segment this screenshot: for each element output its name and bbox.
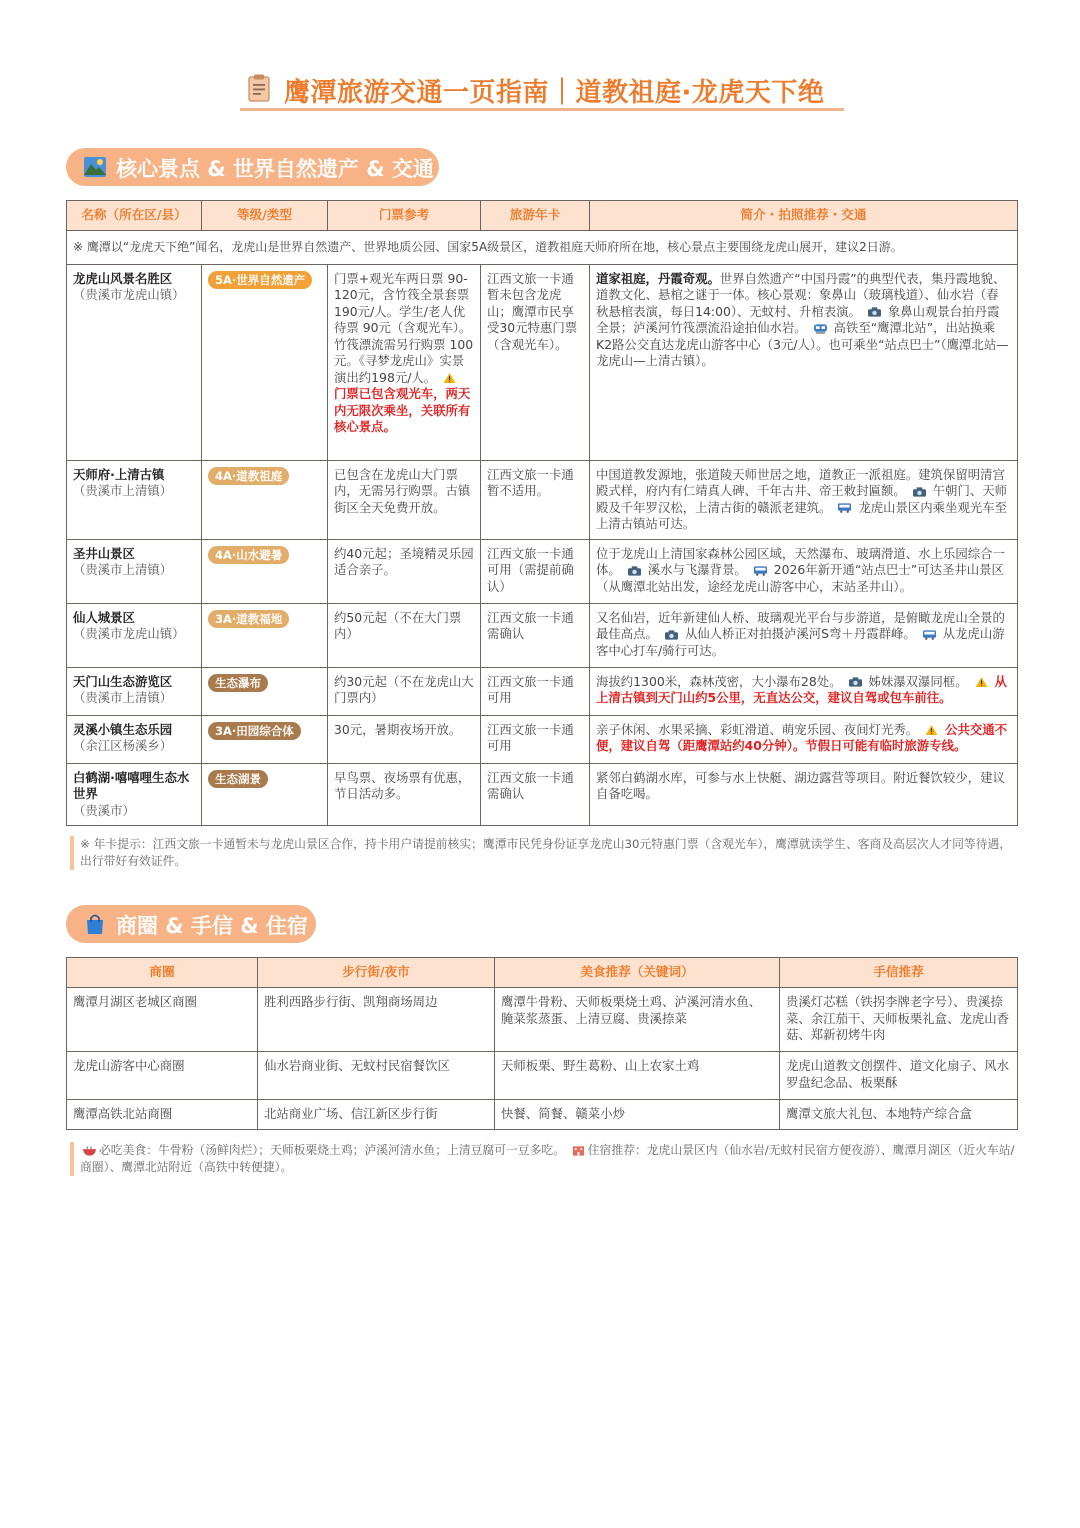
level-cell <box>202 460 328 539</box>
intro-row <box>67 231 1018 265</box>
column-header: 名称（所在区/县） <box>67 201 202 231</box>
clipboard-icon <box>248 74 270 102</box>
attraction-name: 仙人城景区 <box>73 609 135 625</box>
ticket-cell: 30元，暑期夜场开放。 <box>328 715 481 763</box>
transport-warning: 公共交通不便，建议自驾（距鹰潭站约40分钟）。节假日可能有临时旅游专线。 <box>596 721 1008 753</box>
bus-icon <box>838 503 851 513</box>
column-header: 商圈 <box>67 958 258 988</box>
ticket-text: 门票+观光车两日票 90-120元，含竹筏全景套票190元/人。学生/老人优待票 90元（含观光车）。竹筏漂流需另行购票 100元。《寻梦龙虎山》实景演出约198元/人。 <box>334 270 474 385</box>
level-cell <box>202 667 328 715</box>
attraction-location: （贵溪市上清镇） <box>73 690 173 705</box>
camera-icon <box>913 487 926 497</box>
attraction-name-cell <box>67 264 202 460</box>
attraction-location: （贵溪市） <box>73 802 135 818</box>
desc-text: 又名仙岩，近年新建仙人桥、玻璃观光平台与步游道，是俯瞰龙虎山全景的最佳高点。 <box>596 609 1005 641</box>
card-cell: 江西文旅一卡通可用（需提前确认） <box>481 539 590 603</box>
souvenir-cell: 贵溪灯芯糕（铁拐李牌老字号）、贵溪捺菜、余江茄干、天师板栗礼盒、龙虎山香菇、郑新初烤牛肉 <box>780 988 1018 1052</box>
transport-tip: 高铁至“鹰潭北站”，出站换乘K2路公交直达龙虎山游客中心（3元/人）。也可乘坐“站点巴士”（鹰潭北站—龙虎山—上清古镇）。 <box>596 320 1009 368</box>
desc-text: 位于龙虎山上清国家森林公园区域，天然瀑布、玻璃滑道、水上乐园综合一体。 <box>596 545 1005 577</box>
street-cell: 北站商业广场、信江新区步行街 <box>258 1100 495 1130</box>
card-cell: 江西文旅一卡通暂未包含龙虎山；鹰潭市民享受30元特惠门票（含观光车）。 <box>481 264 590 460</box>
attraction-name: 天门山生态游览区 <box>73 673 173 689</box>
attraction-name-cell <box>67 460 202 539</box>
table-row <box>67 715 1018 763</box>
level-cell <box>202 763 328 826</box>
mountain-landscape-icon <box>84 157 106 177</box>
desc-cell: 紧邻白鹤湖水库，可参与水上快艇、湖边露营等项目。附近餐饮较少，建议自备吃喝。 <box>590 763 1018 826</box>
desc-cell <box>590 460 1018 539</box>
stay-text: 龙虎山景区内（仙水岩/无蚊村民宿方便夜游）、鹰潭月湖区（近火车站/商圈）、鹰潭北站附近（高铁中转便捷）。 <box>80 1143 1015 1174</box>
table-row <box>67 460 1018 539</box>
train-icon <box>814 324 827 334</box>
level-badge: 3A·田园综合体 <box>208 722 301 740</box>
district-cell: 龙虎山游客中心商圈 <box>67 1052 258 1100</box>
hotel-icon <box>572 1146 585 1156</box>
section-header-attractions <box>66 148 439 186</box>
warning-icon <box>443 373 456 383</box>
camera-icon <box>849 677 862 687</box>
attraction-name: 灵溪小镇生态乐园 <box>73 721 173 737</box>
title-underline <box>240 108 844 111</box>
attraction-location: （贵溪市龙虎山镇） <box>73 626 185 641</box>
souvenir-cell: 鹰潭文旅大礼包、本地特产综合盒 <box>780 1100 1018 1130</box>
warning-icon <box>925 725 938 735</box>
desc-text: 海拔约1300米，森林茂密，大小瀑布28处。 <box>596 673 842 689</box>
food-stay-note <box>70 1142 1020 1176</box>
column-header: 美食推荐（关键词） <box>495 958 780 988</box>
camera-icon <box>628 566 641 576</box>
level-badge: 5A·世界自然遗产 <box>208 271 312 289</box>
table-row <box>67 988 1018 1052</box>
souvenir-cell: 龙虎山道教文创摆件、道文化扇子、风水罗盘纪念品、板栗酥 <box>780 1052 1018 1100</box>
level-badge: 生态瀑布 <box>208 674 268 692</box>
transport-tip: 从龙虎山游客中心打车/骑行可达。 <box>596 626 1005 658</box>
card-cell: 江西文旅一卡通暂不适用。 <box>481 460 590 539</box>
table-row <box>67 1052 1018 1100</box>
card-cell: 江西文旅一卡通需确认 <box>481 763 590 826</box>
column-header: 手信推荐 <box>780 958 1018 988</box>
attraction-name-cell <box>67 667 202 715</box>
desc-cell <box>590 264 1018 460</box>
table-row <box>67 603 1018 667</box>
attraction-location: （贵溪市上清镇） <box>73 562 173 577</box>
shopping-table <box>66 957 1018 1130</box>
section-header-shopping <box>66 905 316 943</box>
desc-text: 亲子休闲、水果采摘、彩虹滑道、萌宠乐园、夜间灯光秀。 <box>596 721 919 737</box>
attraction-name-cell <box>67 763 202 826</box>
column-header: 步行街/夜市 <box>258 958 495 988</box>
camera-icon <box>665 630 678 640</box>
district-cell: 鹰潭月湖区老城区商圈 <box>67 988 258 1052</box>
attraction-location: （贵溪市上清镇） <box>73 483 173 498</box>
food-text: 牛骨粉（汤鲜肉烂）；天师板栗烧土鸡；泸溪河清水鱼；上清豆腐可一豆多吃。 <box>158 1143 565 1157</box>
attraction-name: 龙虎山风景名胜区 <box>73 270 173 286</box>
level-cell <box>202 539 328 603</box>
desc-text: 世界自然遗产“中国丹霞”的典型代表，集丹霞地貌、道教文化、悬棺之谜于一体。核心景观：象鼻山（玻璃栈道）、仙水岩（春秋悬棺表演，每日14:00）、无蚊村、升棺表演。 <box>596 270 1006 319</box>
level-badge: 生态湖景 <box>208 770 268 788</box>
desc-highlight: 道家祖庭，丹霞奇观。 <box>596 270 720 286</box>
attraction-name: 圣井山景区 <box>73 545 135 561</box>
district-cell: 鹰潭高铁北站商圈 <box>67 1100 258 1130</box>
desc-cell <box>590 539 1018 603</box>
level-badge: 3A·道教福地 <box>208 610 289 628</box>
bus-icon <box>754 566 767 576</box>
street-cell: 胜利西路步行街、凯翔商场周边 <box>258 988 495 1052</box>
food-cell: 鹰潭牛骨粉、天师板栗烧土鸡、泸溪河清水鱼、腌菜浆蒸蛋、上清豆腐、贵溪捺菜 <box>495 988 780 1052</box>
attraction-name: 天师府·上清古镇 <box>73 466 165 482</box>
section-title: 核心景点 & 世界自然遗产 & 交通 <box>116 157 434 181</box>
attraction-name: 白鹤湖·嘻嘻哩生态水世界 <box>73 769 190 801</box>
transport-warning: 从上清古镇到天门山约5公里，无直达公交，建议自驾或包车前往。 <box>596 673 1007 705</box>
transport-tip: 龙虎山景区内乘坐观光车至上清古镇站可达。 <box>596 499 1008 531</box>
food-label: 必吃美食： <box>99 1143 158 1157</box>
photo-tip: 溪水与飞瀑背景。 <box>647 562 747 577</box>
attraction-name-cell <box>67 539 202 603</box>
ticket-cell <box>328 264 481 460</box>
attractions-table <box>66 200 1018 826</box>
intro-text: ※ 鹰潭以“龙虎天下绝”闻名，龙虎山是世界自然遗产、世界地质公园、国家5A级景区，道教祖庭天师府所在地，核心景点主要围绕龙虎山展开，建议2日游。 <box>67 231 1018 265</box>
title-block <box>240 70 844 110</box>
level-badge: 4A·山水避暑 <box>208 546 289 564</box>
attraction-location: （余江区杨溪乡） <box>73 738 173 753</box>
card-cell: 江西文旅一卡通可用 <box>481 715 590 763</box>
street-cell: 仙水岩商业街、无蚊村民宿餐饮区 <box>258 1052 495 1100</box>
desc-cell <box>590 603 1018 667</box>
level-cell <box>202 715 328 763</box>
page-title: 鹰潭旅游交通一页指南｜道教祖庭·龙虎天下绝 <box>284 78 825 108</box>
photo-tip: 午朝门、天师殿及千年罗汉松，上清古街的赣派老建筑。 <box>596 483 1008 515</box>
ticket-warning: 门票已包含观光车，两天内无限次乘坐，关联所有核心景点。 <box>334 386 471 434</box>
table-row <box>67 1100 1018 1130</box>
food-cell: 天师板栗、野生葛粉、山上农家土鸡 <box>495 1052 780 1100</box>
table-row <box>67 763 1018 826</box>
section-title: 商圈 & 手信 & 住宿 <box>116 914 308 938</box>
bowl-icon <box>83 1146 96 1156</box>
desc-cell <box>590 667 1018 715</box>
table-row <box>67 539 1018 603</box>
column-header: 门票参考 <box>328 201 481 231</box>
annual-card-note: ※ 年卡提示：江西文旅一卡通暂未与龙虎山景区合作，持卡用户请提前核实；鹰潭市民凭身份证享龙虎山30元特惠门票（含观光车），鹰潭就读学生、客商及高层次人才同等待遇，出行带好有效证件。 <box>70 836 1020 870</box>
table-header-row <box>67 201 1018 231</box>
table-row <box>67 667 1018 715</box>
attraction-name-cell <box>67 603 202 667</box>
photo-tip: 象鼻山观景台拍丹霞全景；泸溪河竹筏漂流沿途拍仙水岩。 <box>596 303 1000 335</box>
level-cell <box>202 603 328 667</box>
desc-cell <box>590 715 1018 763</box>
table-header-row <box>67 958 1018 988</box>
bus-icon <box>923 630 936 640</box>
card-cell: 江西文旅一卡通需确认 <box>481 603 590 667</box>
level-badge: 4A·道教祖庭 <box>208 467 289 485</box>
warning-icon <box>975 677 988 687</box>
ticket-cell: 已包含在龙虎山大门票内，无需另行购票。古镇街区全天免费开放。 <box>328 460 481 539</box>
photo-tip: 姊妹瀑双瀑同框。 <box>868 673 968 689</box>
column-header: 等级/类型 <box>202 201 328 231</box>
attraction-location: （贵溪市龙虎山镇） <box>73 287 185 302</box>
table-row <box>67 264 1018 460</box>
level-cell <box>202 264 328 460</box>
column-header: 简介・拍照推荐・交通 <box>590 201 1018 231</box>
ticket-cell: 约40元起；圣境精灵乐园适合亲子。 <box>328 539 481 603</box>
stay-label: 住宿推荐： <box>587 1143 647 1157</box>
card-cell: 江西文旅一卡通可用 <box>481 667 590 715</box>
ticket-cell: 早鸟票、夜场票有优惠，节日活动多。 <box>328 763 481 826</box>
ticket-cell: 约30元起（不在龙虎山大门票内） <box>328 667 481 715</box>
ticket-cell: 约50元起（不在大门票内） <box>328 603 481 667</box>
desc-text: 中国道教发源地，张道陵天师世居之地，道教正一派祖庭。建筑保留明清宫殿式样，府内有仁靖真人碑、千年古井、帝王敕封匾额。 <box>596 466 1005 498</box>
transport-tip: 2026年新开通“站点巴士”可达圣井山景区（从鹰潭北站出发，途经龙虎山游客中心，末站圣井山）。 <box>596 562 1004 594</box>
attraction-name-cell <box>67 715 202 763</box>
column-header: 旅游年卡 <box>481 201 590 231</box>
camera-icon <box>868 307 881 317</box>
shopping-bag-icon <box>84 914 106 934</box>
food-cell: 快餐、简餐、赣菜小炒 <box>495 1100 780 1130</box>
photo-tip: 从仙人桥正对拍摄泸溪河S弯＋丹霞群峰。 <box>684 626 916 641</box>
